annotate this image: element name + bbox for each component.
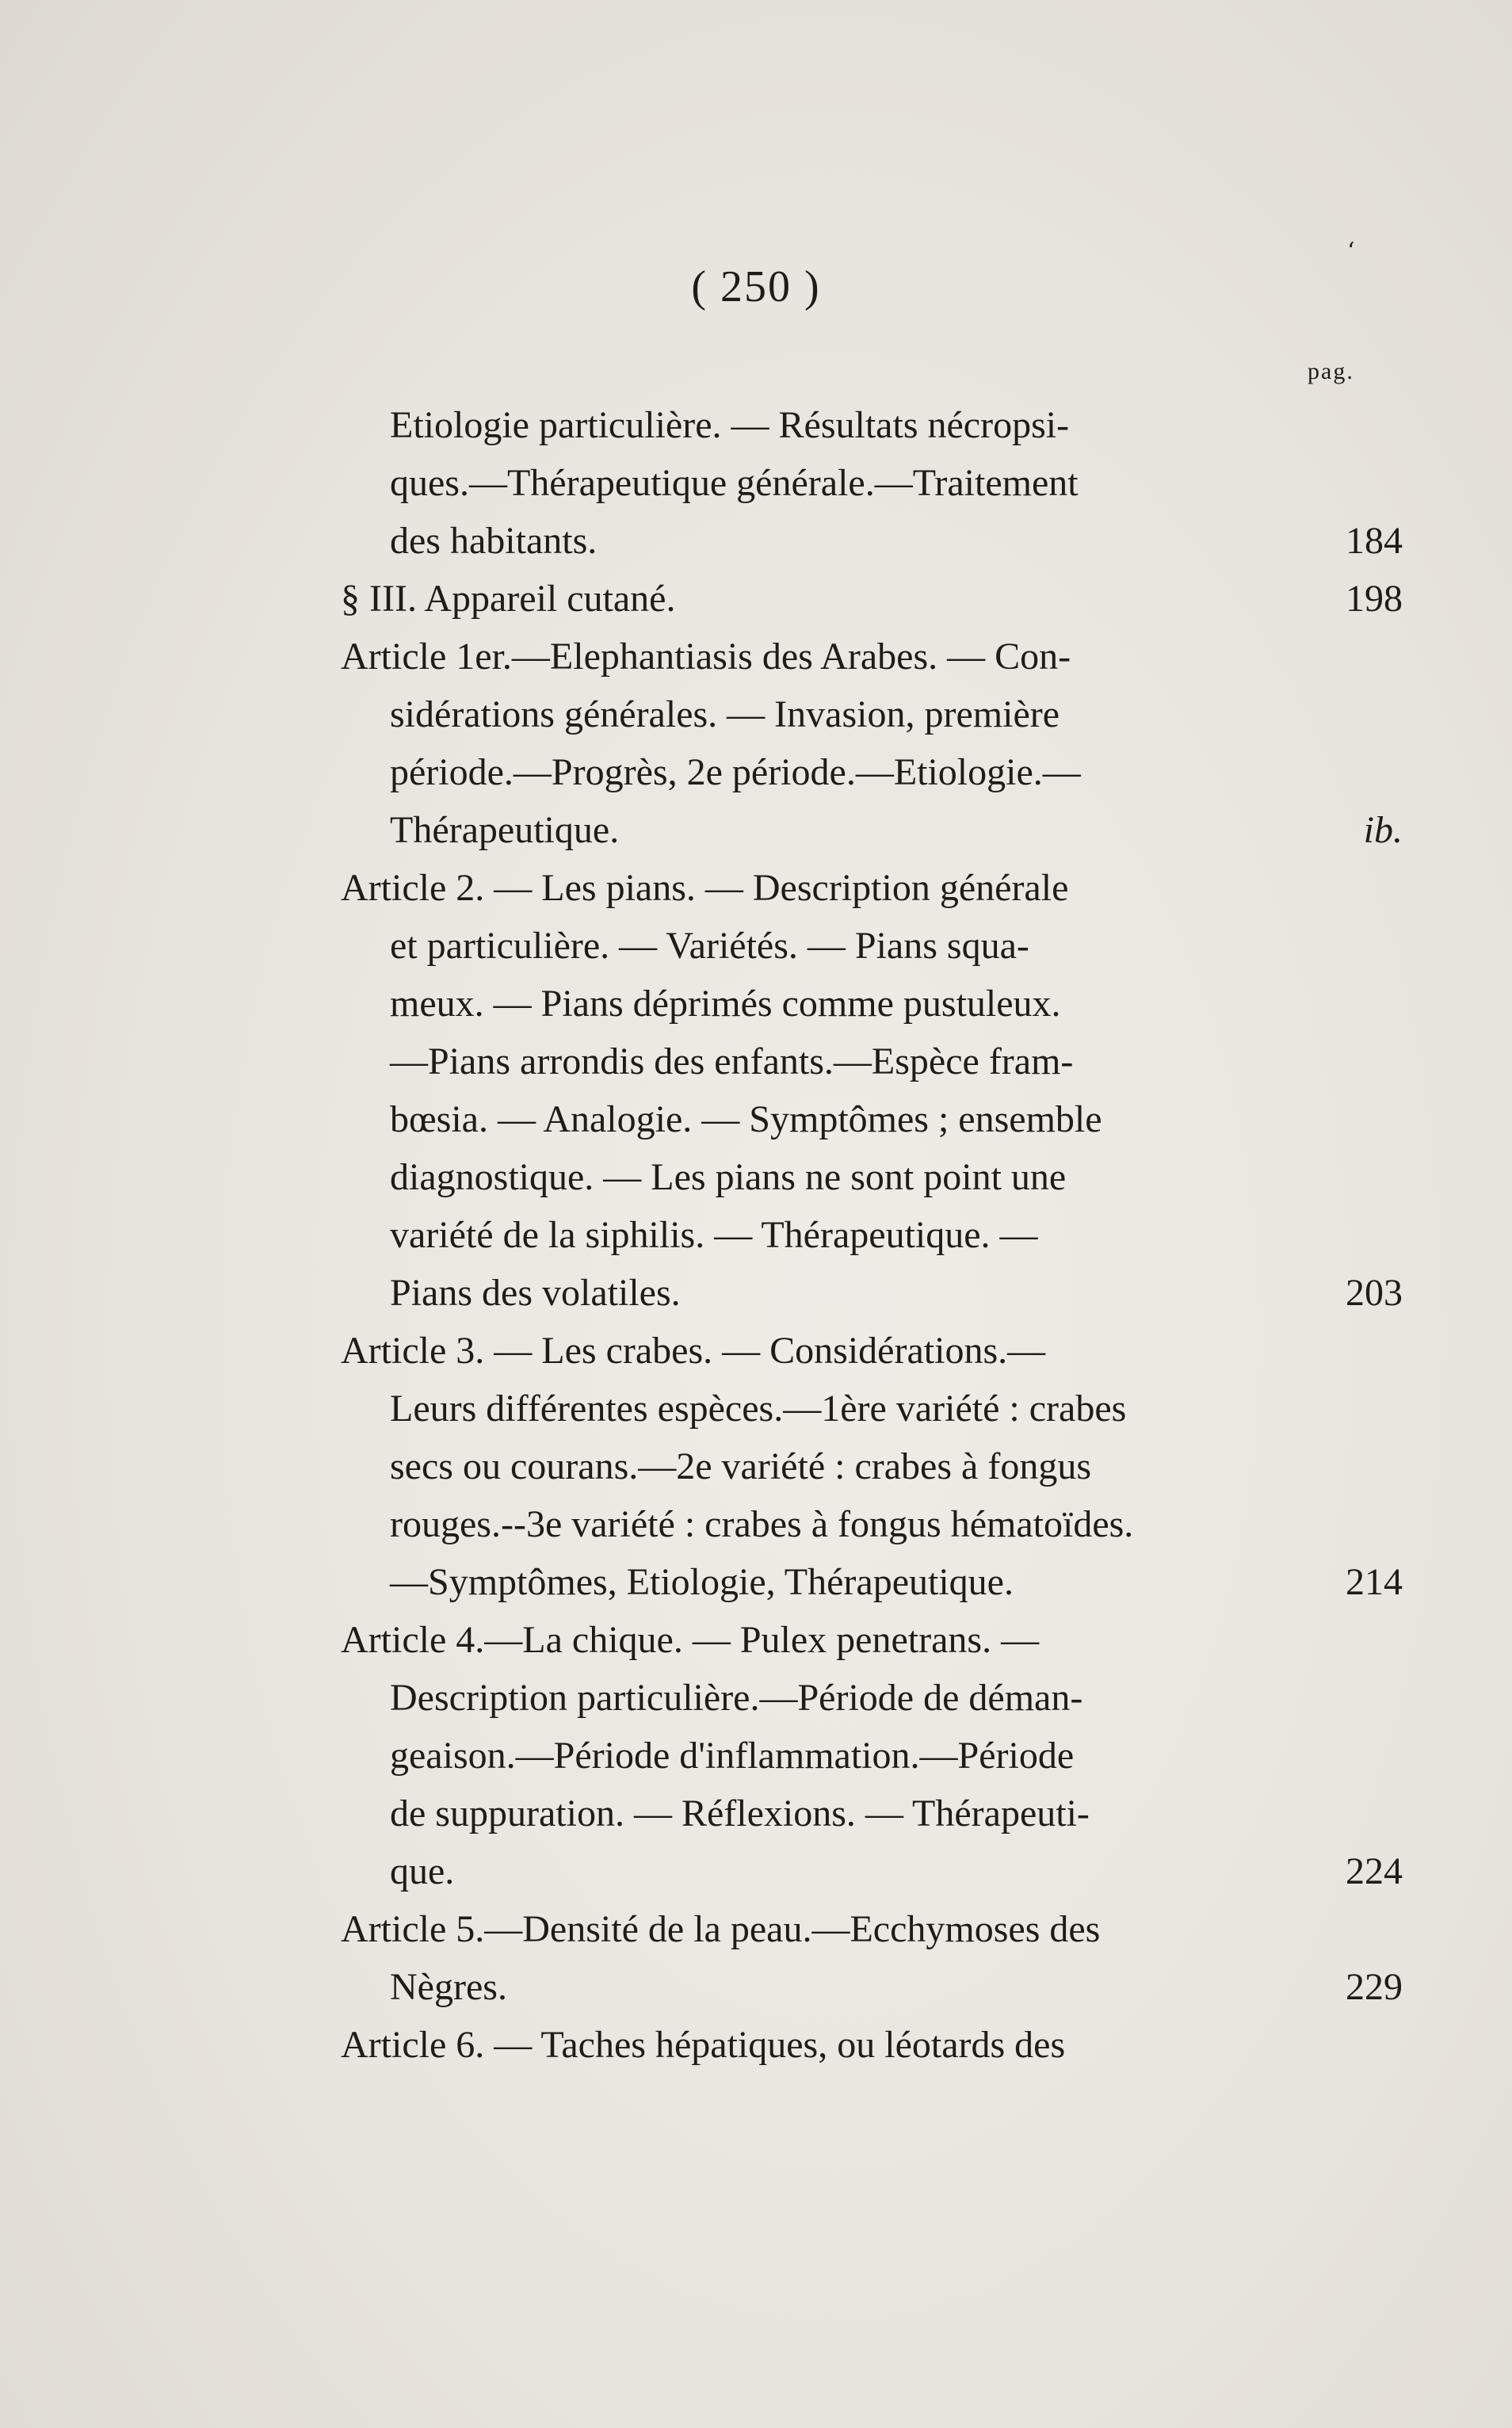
toc-entry-line: geaison.—Période d'inflammation.—Période — [390, 1735, 1075, 1777]
toc-entry — [341, 570, 1403, 628]
toc-entry-line: —Symptômes, Etiologie, Thérapeutique. — [390, 1561, 1014, 1603]
toc-entry-line: bœsia. — Analogie. — Symptômes ; ensemble — [390, 1098, 1102, 1140]
toc-page-number: 229 — [1346, 1966, 1403, 2008]
toc-entry-line: Leurs différentes espèces.—1ère variété : crabes — [390, 1388, 1127, 1430]
toc-entry-line: Article 2. — Les pians. — Description générale — [341, 867, 1069, 909]
ink-mark: ʻ — [1347, 238, 1355, 265]
toc-entry-line: Description particulière.—Période de déman- — [390, 1677, 1083, 1719]
toc-entry-line: période.—Progrès, 2e période.—Etiologie.— — [390, 751, 1081, 793]
toc-entry-line: diagnostique. — Les pians ne sont point une — [390, 1156, 1067, 1198]
toc-page-number: 198 — [1346, 578, 1403, 620]
toc-entry-line: des habitants. — [390, 520, 598, 562]
toc-entry-line: Nègres. — [390, 1966, 507, 2008]
toc-page-number: ib. — [1363, 809, 1403, 851]
toc-entry-line: variété de la siphilis. — Thérapeutique. — — [390, 1214, 1038, 1256]
toc-entry-line: Pians des volatiles. — [390, 1272, 681, 1314]
page-header-number: ( 250 ) — [691, 262, 821, 311]
toc-entry-line: Article 6. — Taches hépatiques, ou léotards des — [341, 2024, 1066, 2066]
toc-entry-line: rouges.--3e variété : crabes à fongus hématoïdes. — [390, 1503, 1134, 1545]
toc-entry — [341, 628, 1403, 859]
toc-entry — [341, 1611, 1403, 1900]
toc-entry-line: Article 5.—Densité de la peau.—Ecchymoses des — [341, 1908, 1101, 1950]
toc-entry — [341, 1900, 1403, 2016]
toc-entry-line: Article 3. — Les crabes. — Considérations.— — [341, 1330, 1046, 1372]
toc-entry-line: et particulière. — Variétés. — Pians squa- — [390, 925, 1029, 967]
toc-entry-line: —Pians arrondis des enfants.—Espèce fram- — [390, 1040, 1074, 1082]
toc-entry-line: Thérapeutique. — [390, 809, 620, 851]
toc-entry-line: Article 1er.—Elephantiasis des Arabes. — Con- — [341, 636, 1071, 678]
table-of-contents — [341, 396, 1403, 2074]
toc-entry-line: que. — [390, 1850, 455, 1892]
toc-entry — [341, 859, 1403, 1322]
toc-entry-line: sidérations générales. — Invasion, première — [390, 693, 1060, 735]
toc-page-number: 203 — [1346, 1272, 1403, 1314]
toc-entry-line: ques.—Thérapeutique générale.—Traitement — [390, 462, 1079, 504]
toc-page-number: 224 — [1346, 1850, 1403, 1892]
toc-entry-line: Article 4.—La chique. — Pulex penetrans. — — [341, 1619, 1040, 1661]
toc-entry-line: meux. — Pians déprimés comme pustuleux. — [390, 983, 1061, 1025]
toc-entry — [341, 2016, 1403, 2074]
toc-page-number: 214 — [1346, 1561, 1403, 1603]
toc-section-line: § III. Appareil cutané. — [341, 578, 676, 620]
toc-entry-line: de suppuration. — Réflexions. — Thérapeuti- — [390, 1792, 1090, 1834]
toc-entry — [341, 1322, 1403, 1611]
toc-entry-line: Etiologie particulière. — Résultats nécropsi- — [390, 404, 1070, 446]
page-column-label: pag. — [1308, 358, 1354, 384]
toc-page-number: 184 — [1346, 520, 1403, 562]
toc-entry-line: secs ou courans.—2e variété : crabes à fongus — [390, 1445, 1091, 1487]
toc-entry — [341, 396, 1403, 570]
